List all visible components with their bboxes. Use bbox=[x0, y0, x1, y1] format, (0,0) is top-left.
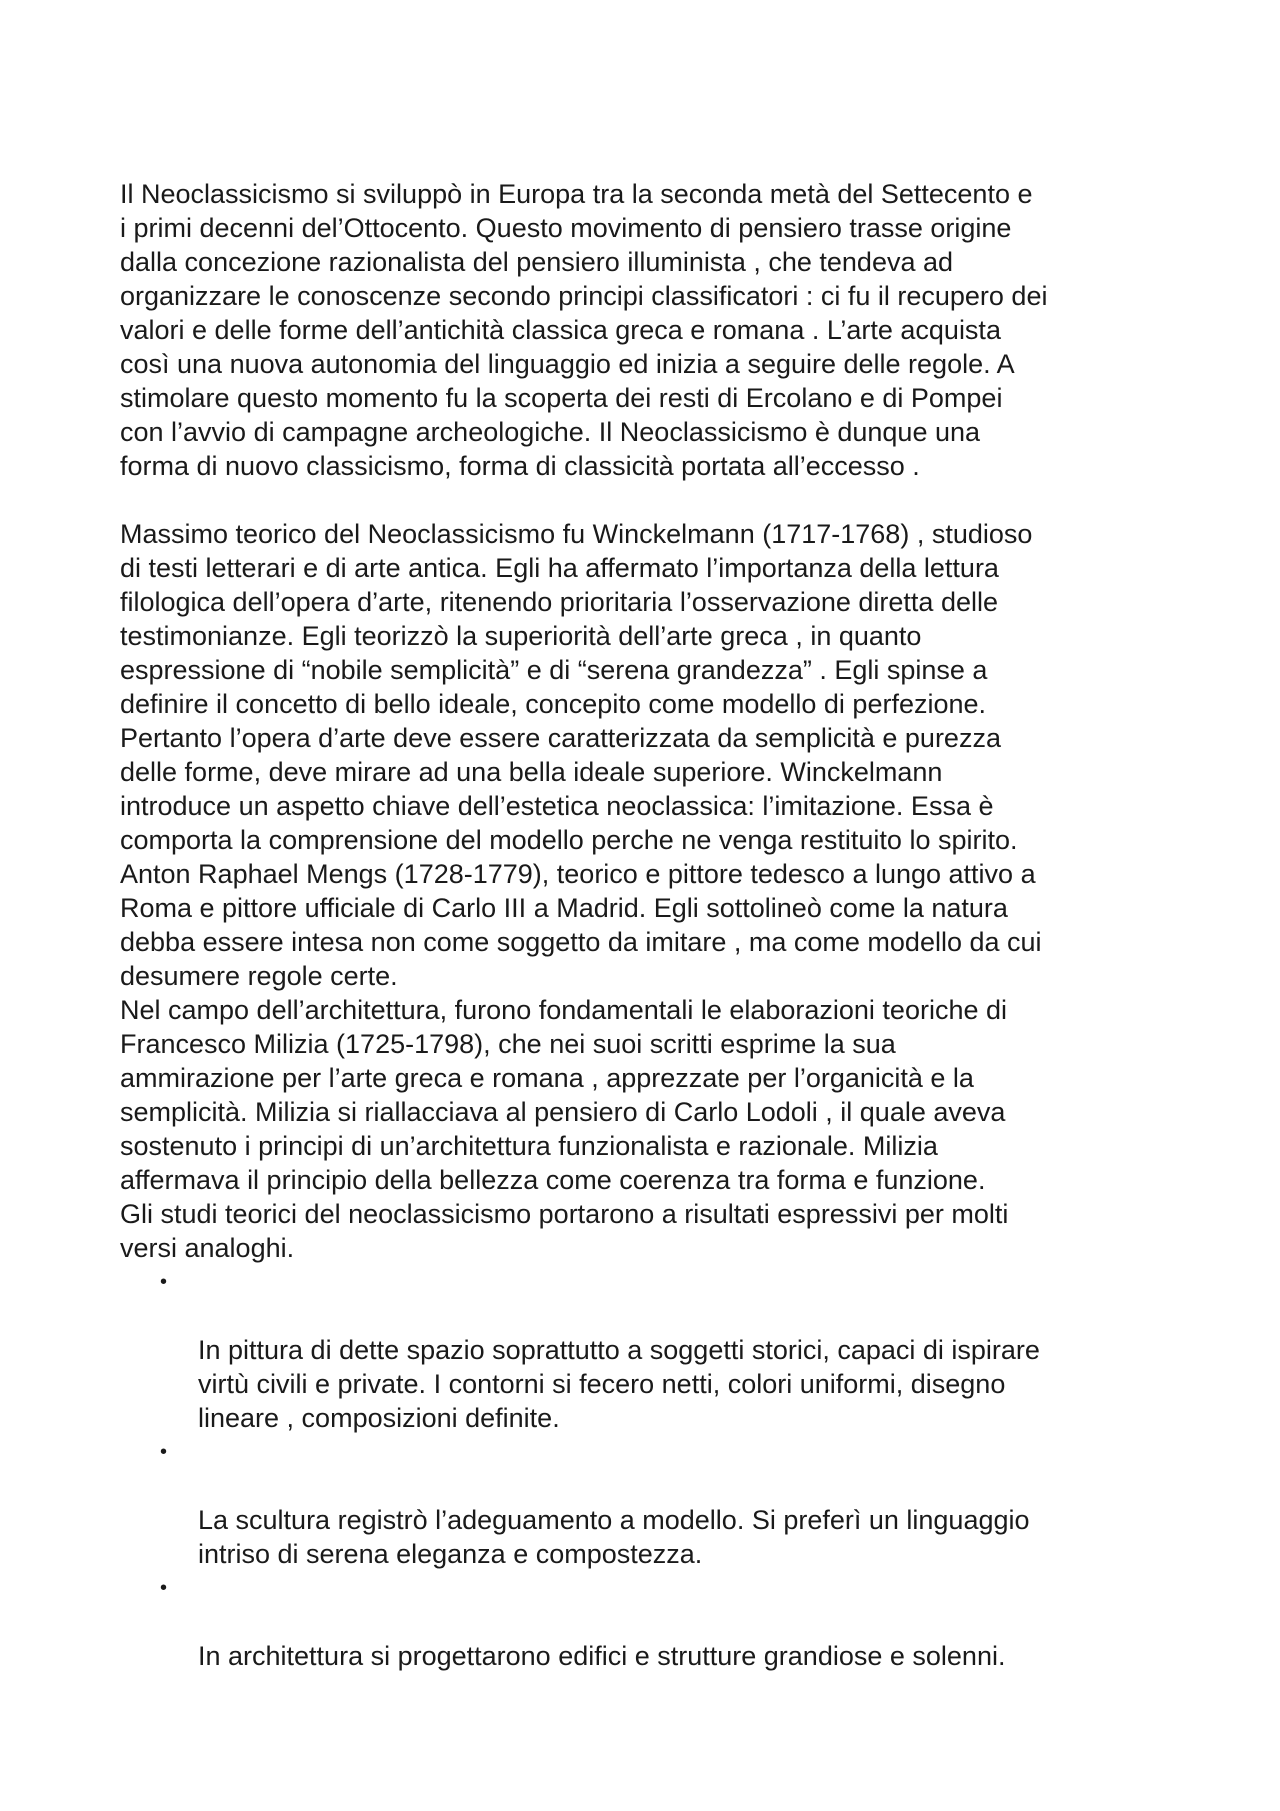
list-item bbox=[120, 1265, 1180, 1435]
paragraph-intro: Il Neoclassicismo si sviluppò in Europa tra la seconda metà del Settecento e i primi decenni del’Ottocento. Questo movimento di pensiero trasse origine dalla concezione razionalista del pensiero illuminista , che tendeva ad organizzare le conoscenze secondo principi classificatori : ci fu il recupero dei valori e delle forme dell’antichità classica greca e romana . L’arte acquista così una nuova autonomia del linguaggio ed inizia a seguire delle regole. A stimolare questo momento fu la scoperta dei resti di Ercolano e di Pompei con l’avvio di campagne archeologiche. Il Neoclassicismo è dunque una forma di nuovo classicismo, forma di classicità portata all’eccesso . bbox=[120, 179, 1048, 481]
bullet-list bbox=[120, 1265, 1180, 1673]
document-page bbox=[120, 177, 1180, 1673]
paragraph-results: Gli studi teorici del neoclassicismo portarono a risultati espressivi per molti versi analoghi. bbox=[120, 1199, 1009, 1263]
paragraph-winckelmann: Massimo teorico del Neoclassicismo fu Winckelmann (1717-1768) , studioso di testi letterari e di arte antica. Egli ha affermato l’importanza della lettura filologica dell’opera d’arte, ritenendo prioritaria l’osservazione diretta delle testimonianze. Egli teorizzò la superiorità dell’arte greca , in quanto espressione di “nobile semplicità” e di “serena grandezza” . Egli spinse a definire il concetto di bello ideale, concepito come modello di perfezione. Pertanto l’opera d’arte deve essere caratterizzata da semplicità e purezza delle forme, deve mirare ad una bella ideale superiore. Winckelmann introduce un aspetto chiave dell’estetica neoclassica: l’imitazione. Essa è comporta la comprensione del modello perche ne venga restituito lo spirito. Anton Raphael Mengs (1728-1779), teorico e pittore tedesco a lungo attivo a Roma e pittore ufficiale di Carlo III a Madrid. Egli sottolineò come la natura debba essere intesa non come soggetto da imitare , ma come modello da cui desumere regole certe. bbox=[120, 519, 1042, 991]
paragraph-architecture: Nel campo dell’architettura, furono fondamentali le elaborazioni teoriche di Francesco Milizia (1725-1798), che nei suoi scritti esprime la sua ammirazione per l’arte greca e romana , apprezzate per l’organicità e la semplicità. Milizia si riallacciava al pensiero di Carlo Lodoli , il quale aveva sostenuto i principi di un’architettura funzionalista e razionale. Milizia affermava il principio della bellezza come coerenza tra forma e funzione. bbox=[120, 995, 1008, 1195]
bullet-icon: • bbox=[160, 1577, 168, 1599]
bullet-text-architecture: In architettura si progettarono edifici e strutture grandiose e solenni. bbox=[198, 1641, 1006, 1671]
bullet-text-painting: In pittura di dette spazio soprattutto a soggetti storici, capaci di ispirare virtù civili e private. I contorni si fecero netti, colori uniformi, disegno lineare , composizioni definite. bbox=[198, 1335, 1040, 1433]
list-item bbox=[120, 1571, 1180, 1673]
bullet-icon: • bbox=[160, 1441, 168, 1463]
bullet-text-sculpture: La scultura registrò l’adeguamento a modello. Si preferì un linguaggio intriso di serena eleganza e compostezza. bbox=[198, 1505, 1030, 1569]
list-item bbox=[120, 1435, 1180, 1571]
bullet-icon: • bbox=[160, 1271, 168, 1293]
